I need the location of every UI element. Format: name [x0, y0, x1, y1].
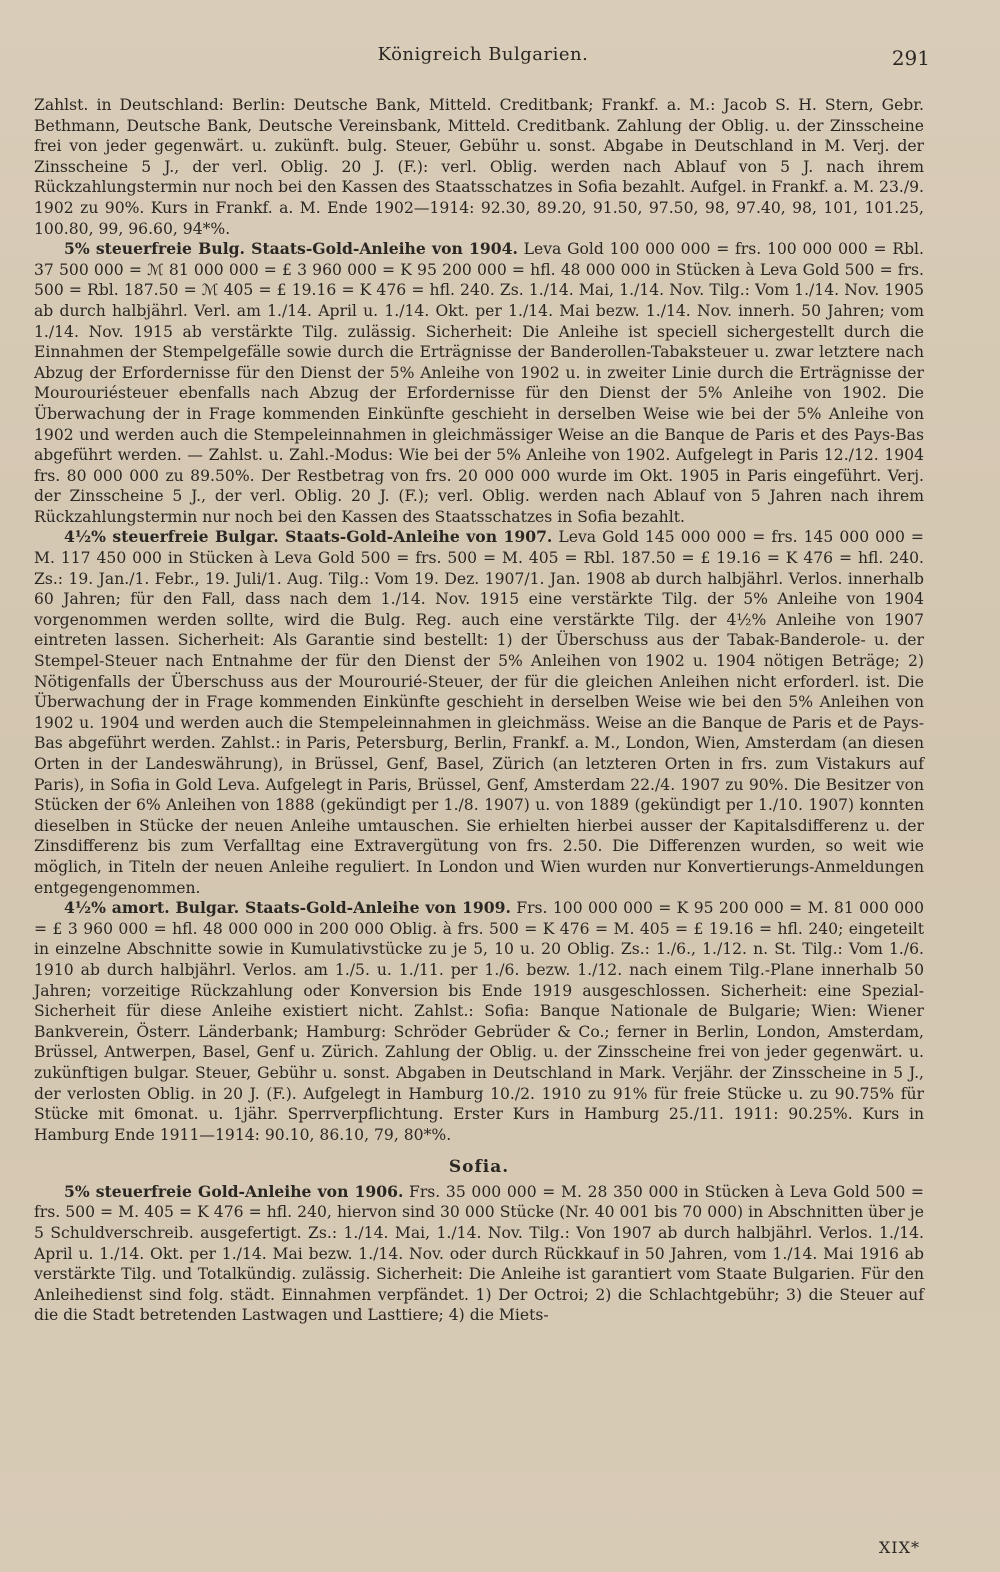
paragraph-text: Frs. 35 000 000 = M. 28 350 000 in Stücken à Leva Gold 500 = frs. 500 = M. 405 = K 476 = hfl. 240, hiervon sind 30 000 Stücke (Nr. 40 001 bis 70 000) in Abschnitten über je 5 Schuldverschreib. ausgefertigt. Zs.: 1./14. Mai, 1./14. Nov. Tilg.: Von 1907 ab durch halbjährl. Verlos. 1./14. April u. 1./14. Okt. per 1./14. Mai bezw. 1./14. Nov. oder durch Rückkauf in 50 Jahren, vom 1./14. Mai 1916 ab verstärkte Tilg. und Totalkündig. zulässig. Sicherheit: Die Anleihe ist garantiert vom Staate Bulgarien. Für den Anleihedienst sind folg. städt. Einnahmen verpfändet. 1) Der Octroi; 2) die Schlachtgebühr; 3) die Steuer auf die die Stadt betretenden Lastwagen und Lasttiere; 4) die Miets-: [34, 1182, 924, 1325]
paragraph-text: Leva Gold 100 000 000 = frs. 100 000 000 = Rbl. 37 500 000 = ℳ 81 000 000 = £ 3 960 000 = K 95 200 000 = hfl. 48 000 000 in Stücken à Leva Gold 500 = frs. 500 = Rbl. 187.50 = ℳ 405 = £ 19.16 = K 476 = hfl. 240. Zs. 1./14. Mai, 1./14. Nov. Tilg.: Vom 1./14. Nov. 1905 ab durch halbjährl. Verl. am 1./14. April u. 1./14. Okt. per 1./14. Mai bezw. 1./14. Nov. innerh. 50 Jahren; vom 1./14. Nov. 1915 ab verstärkte Tilg. zulässig. Sicherheit: Die Anleihe ist speciell sichergestellt durch die Einnahmen der Stempelgefälle sowie durch die Erträgnisse der Banderollen-Tabaksteuer u. zwar letztere nach Abzug der Erfordernisse für den Dienst der 5% Anleihe von 1902 u. in zweiter Linie durch die Erträgnisse der Mourouriésteuer ebenfalls nach Abzug der Erfordernisse für den Dienst der 5% Anleihe von 1902. Die Überwachung der in Frage kommenden Einkünfte geschieht in derselben Weise wie bei der 5% Anleihe von 1902 und werden auch die Stempeleinnahmen in gleichmässiger Weise an die Banque de Paris et des Pays-Bas abgeführt werden. — Zahlst. u. Zahl.-Modus: Wie bei der 5% Anleihe von 1902. Aufgelegt in Paris 12./12. 1904 frs. 80 000 000 zu 89.50%. Der Restbetrag von frs. 20 000 000 wurde im Okt. 1905 in Paris eingeführt. Verj. der Zinsscheine 5 J., der verl. Oblig. 20 J. (F.); verl. Oblig. werden nach Ablauf von 5 Jahren nach ihrem Rückzahlungstermin nur noch bei den Kassen des Staatsschatzes in Sofia bezahlt.: [34, 240, 924, 526]
paragraph-text: Zahlst. in Deutschland: Berlin: Deutsche Bank, Mitteld. Creditbank; Frankf. a. M.: Jacob S. H. Stern, Gebr. Bethmann, Deutsche Bank, Deutsche Vereinsbank, Mitteld. Creditbank. Zahlung der Oblig. u. der Zinsscheine frei von jeder gegenwärt. u. zukünft. bulg. Steuer, Gebühr u. sonst. Abgabe in Deutschland in M. Verj. der Zinsscheine 5 J., der verl. Oblig. 20 J. (F.): verl. Oblig. werden nach Ablauf von 5 J. nach ihrem Rückzahlungstermin nur noch bei den Kassen des Staatsschatzes in Sofia bezahlt. Aufgel. in Frankf. a. M. 23./9. 1902 zu 90%. Kurs in Frankf. a. M. Ende 1902—1914: 92.30, 89.20, 91.50, 97.50, 98, 97.40, 98, 101, 101.25, 100.80, 99, 96.60, 94*%.: [34, 96, 924, 238]
paragraph-text: Frs. 100 000 000 = K 95 200 000 = M. 81 000 000 = £ 3 960 000 = hfl. 48 000 000 in 200 000 Oblig. à frs. 500 = K 476 = M. 405 = £ 19.16 = hfl. 240; eingeteilt in einzelne Abschnitte sowie in Kumulativstücke zu je 5, 10 u. 20 Oblig. Zs.: 1./6., 1./12. n. St. Tilg.: Vom 1./6. 1910 ab durch halbjährl. Verlos. am 1./5. u. 1./11. per 1./6. bezw. 1./12. nach einem Tilg.-Plane innerhalb 50 Jahren; vorzeitige Rückzahlung oder Konversion bis Ende 1919 ausgeschlossen. Sicherheit: eine Spezial-Sicherheit für diese Anleihe existiert nicht. Zahlst.: Sofia: Banque Nationale de Bulgarie; Wien: Wiener Bankverein, Österr. Länderbank; Hamburg: Schröder Gebrüder & Co.; ferner in Berlin, London, Amsterdam, Brüssel, Antwerpen, Basel, Genf u. Zürich. Zahlung der Oblig. u. der Zinsscheine frei von jeder gegenwärt. u. zukünftigen bulgar. Steuer, Gebühr u. sonst. Abgaben in Deutschland in Mark. Verjähr. der Zinsscheine in 5 J., der verlosten Oblig. in 20 J. (F.). Aufgelegt in Hamburg 10./2. 1910 zu 91% für freie Stücke u. zu 90.75% für Stücke mit 6monat. u. 1jähr. Sperrverpflichtung. Erster Kurs in Hamburg 25./11. 1911: 90.25%. Kurs in Hamburg Ende 1911—1914: 90.10, 86.10, 79, 80*%.: [34, 899, 924, 1144]
page-body: [34, 95, 924, 1326]
running-title: Königreich Bulgarien.: [377, 44, 589, 65]
paragraph-sofia-loan-1906: [34, 1182, 924, 1326]
loan-heading: 5% steuerfreie Gold-Anleihe von 1906.: [64, 1181, 404, 1201]
paragraph-loan-1909: [34, 898, 924, 1145]
page-header: [36, 44, 930, 74]
paragraph-loan-1907: [34, 527, 924, 898]
section-heading-sofia: Sofia.: [448, 1157, 510, 1178]
loan-heading: 4½% amort. Bulgar. Staats-Gold-Anleihe von 1909.: [64, 898, 511, 918]
loan-heading: 4½% steuerfreie Bulgar. Staats-Gold-Anleihe von 1907.: [64, 527, 553, 547]
paragraph-payment-terms-1902: [34, 95, 924, 239]
paragraph-loan-1904: [34, 239, 924, 527]
signature-mark: XIX*: [878, 1538, 920, 1557]
paragraph-text: Leva Gold 145 000 000 = frs. 145 000 000 = M. 117 450 000 in Stücken à Leva Gold 500 = frs. 500 = M. 405 = Rbl. 187.50 = £ 19.16 = K 476 = hfl. 240. Zs.: 19. Jan./1. Febr., 19. Juli/1. Aug. Tilg.: Vom 19. Dez. 1907/1. Jan. 1908 ab durch halbjährl. Verlos. innerhalb 60 Jahren; für den Fall, dass nach dem 1./14. Nov. 1915 eine verstärkte Tilg. der 5% Anleihe von 1904 vorgenommen werden sollte, wird die Bulg. Reg. auch eine verstärkte Tilg. der 4½% Anleihe von 1907 eintreten lassen. Sicherheit: Als Garantie sind bestellt: 1) der Überschuss aus der Tabak-Banderole- u. der Stempel-Steuer nach Entnahme der für den Dienst der 5% Anleihen von 1902 u. 1904 nötigen Beträge; 2) Nötigenfalls der Überschuss aus der Mourourié-Steuer, der für die gleichen Anleihen nicht erforderl. ist. Die Überwachung der in Frage kommenden Einkünfte geschieht in derselben Weise wie bei den 5% Anleihen von 1902 u. 1904 und werden auch die Stempeleinnahmen in gleichmäss. Weise an die Banque de Paris et de Pays-Bas abgeführt werden. Zahlst.: in Paris, Petersburg, Berlin, Frankf. a. M., London, Wien, Amsterdam (an diesen Orten in der Landeswährung), in Brüssel, Genf, Basel, Zürich (an letzteren Orten in frs. zum Vistakurs auf Paris), in Sofia in Gold Leva. Aufgelegt in Paris, Brüssel, Genf, Amsterdam 22./4. 1907 zu 90%. Die Besitzer von Stücken der 6% Anleihen von 1888 (gekündigt per 1./8. 1907) u. von 1889 (gekündigt per 1./10. 1907) konnten dieselben in Stücke der neuen Anleihe umtauschen. Sie erhielten hierbei ausser der Kapitalsdifferenz u. der Zinsdifferenz bis zum Verfalltag eine Extravergütung von frs. 2.50. Die Differenzen wurden, so weit wie möglich, in Titeln der neuen Anleihe reguliert. In London und Wien wurden nur Konvertierungs-Anmeldungen entgegengenommen.: [34, 528, 924, 897]
page-number: 291: [891, 46, 930, 70]
loan-heading: 5% steuerfreie Bulg. Staats-Gold-Anleihe von 1904.: [64, 239, 518, 259]
